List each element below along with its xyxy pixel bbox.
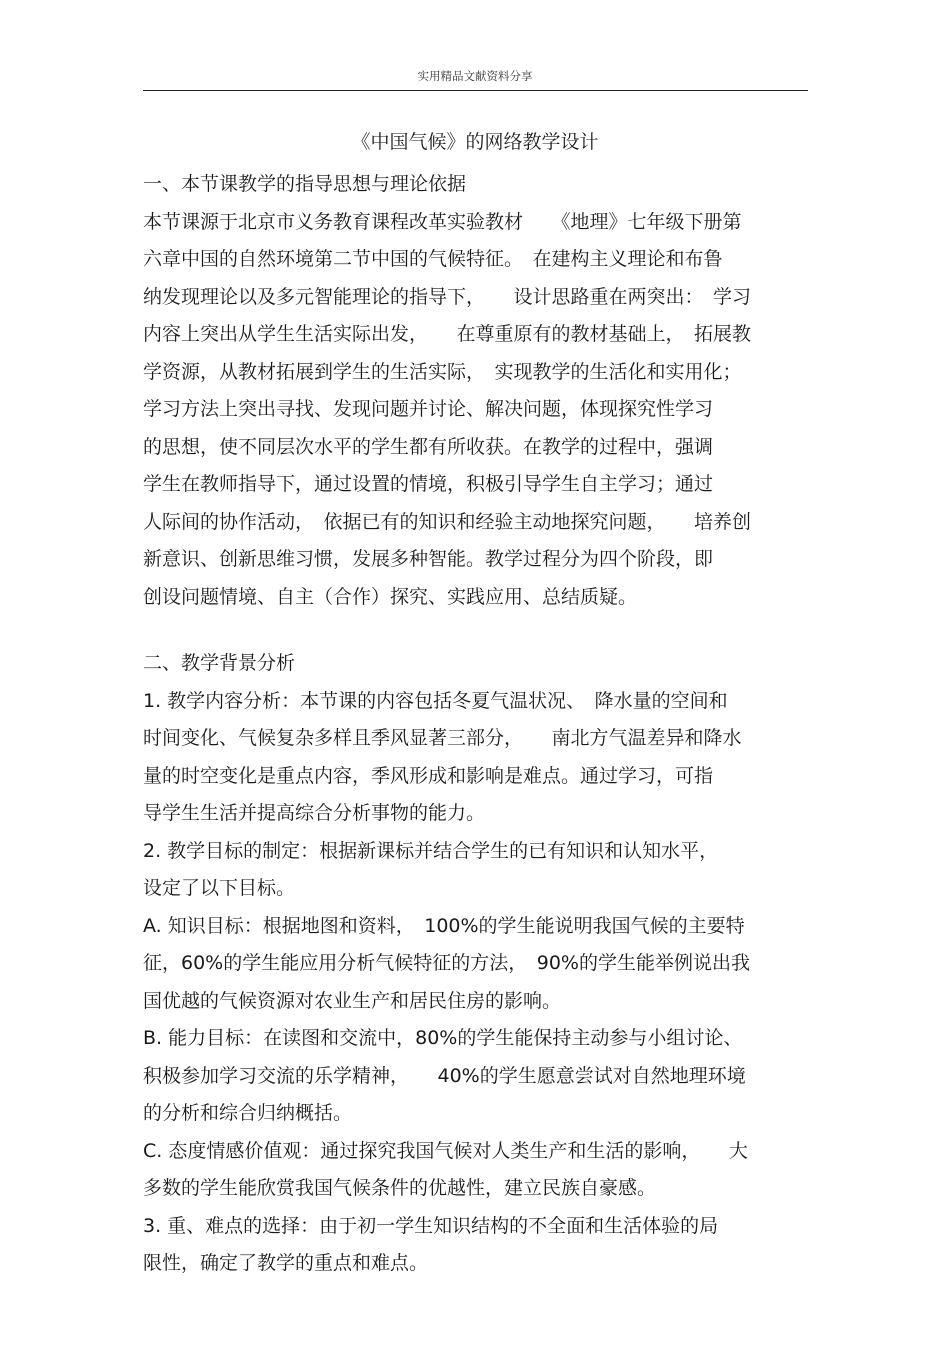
section-heading: 二、教学背景分析 (143, 652, 296, 674)
text-line: C. 态度情感价值观：通过探究我国气候对人类生产和生活的影响， 大 (143, 1139, 748, 1162)
text-line: 时间变化、气候复杂多样且季风显著三部分， 南北方气温差异和降水 (143, 727, 742, 749)
text-line: 1. 教学内容分析：本节课的内容包括冬夏气温状况、 降水量的空间和 (143, 689, 728, 712)
text-line: 学生在教师指导下，通过设置的情境，积极引导学生自主学习；通过 (143, 473, 714, 495)
text-line: 纳发现理论以及多元智能理论的指导下， 设计思路重在两突出： 学习 (143, 285, 752, 308)
text-line: 的思想，使不同层次水平的学生都有所收获。在教学的过程中，强调 (143, 435, 714, 458)
text-line: 学习方法上突出寻找、发现问题并讨论、解决问题，体现探究性学习 (143, 398, 714, 420)
text-line: 2. 教学目标的制定：根据新课标并结合学生的已有知识和认知水平， (143, 839, 719, 862)
text-line: 设定了以下目标。 (143, 877, 296, 899)
text-line: 内容上突出从学生生活实际出发， 在尊重原有的教材基础上， 拓展教 (143, 323, 752, 345)
text-line: 导学生生活并提高综合分析事物的能力。 (143, 802, 486, 824)
text-line: 国优越的气候资源对农业生产和居民住房的影响。 (143, 989, 562, 1012)
text-line: 3. 重、难点的选择：由于初一学生知识结构的不全面和生活体验的局 (143, 1214, 719, 1237)
text-line: 多数的学生能欣赏我国气候条件的优越性，建立民族自豪感。 (143, 1177, 657, 1199)
text-line: 征，60%的学生能应用分析气候特征的方法， 90%的学生能举例说出我 (143, 952, 750, 974)
text-line: 创设问题情境、自主（合作）探究、实践应用、总结质疑。 (143, 585, 638, 608)
text-line: 的分析和综合归纳概括。 (143, 1102, 353, 1124)
text-line: 人际间的协作活动， 依据已有的知识和经验主动地探究问题， 培养创 (143, 510, 752, 533)
blank-line (143, 616, 808, 645)
header-divider (143, 90, 808, 91)
text-line: A. 知识目标：根据地图和资料， 100%的学生能说明我国气候的主要特 (143, 914, 745, 937)
document-title: 《中国气候》的网络教学设计 (351, 131, 599, 153)
text-line: 学资源，从教材拓展到学生的生活实际， 实现教学的生活化和实用化； (143, 360, 742, 383)
text-line: 量的时空变化是重点内容，季风形成和影响是难点。通过学习，可指 (143, 764, 714, 787)
page-header: 实用精品文献资料分享 (417, 69, 533, 83)
text-line: 六章中国的自然环境第二节中国的气候特征。 在建构主义理论和布鲁 (143, 248, 723, 270)
section-heading: 一、本节课教学的指导思想与理论依据 (143, 173, 467, 195)
text-line: 本节课源于北京市义务教育课程改革实验教材 《地理》七年级下册第 (143, 210, 742, 233)
text-line: 新意识、创新思维习惯，发展多种智能。教学过程分为四个阶段，即 (143, 548, 714, 570)
text-line: B. 能力目标：在读图和交流中，80%的学生能保持主动参与小组讨论、 (143, 1027, 743, 1049)
text-line: 积极参加学习交流的乐学精神， 40%的学生愿意尝试对自然地理环境 (143, 1064, 746, 1087)
document-body (143, 166, 808, 1283)
text-line: 限性，确定了教学的重点和难点。 (143, 1252, 429, 1274)
